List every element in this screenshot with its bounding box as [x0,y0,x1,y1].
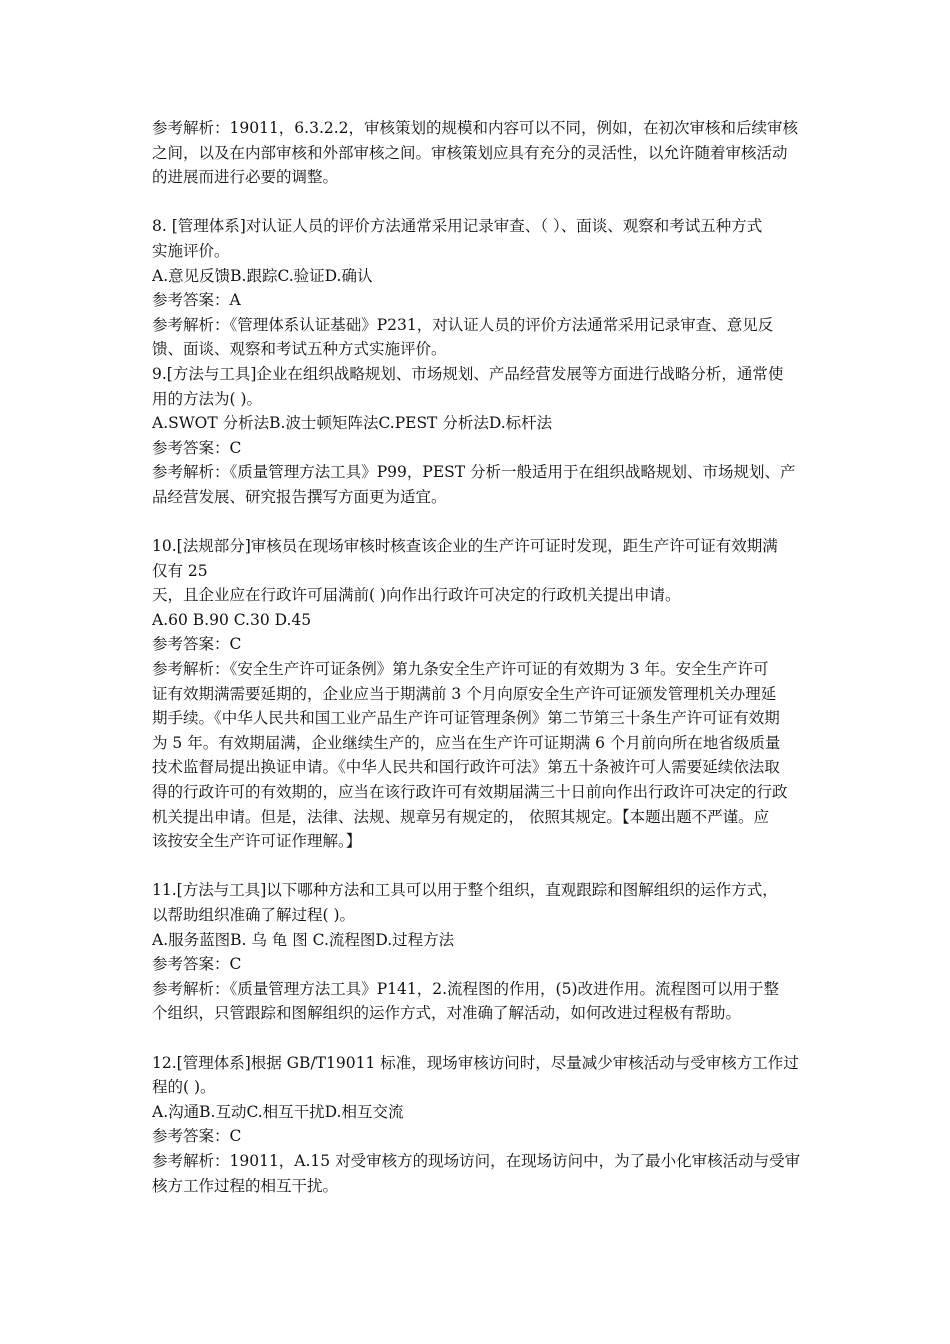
question-block [152,1051,812,1199]
text-line: A.沟通B.互动C.相互干扰D.相互交流 [152,1102,404,1121]
text-line: 12.[管理体系]根据 GB/T19011 标准，现场审核访问时，尽量减少审核活动与受审核方工作过 [152,1053,799,1072]
text-line: 参考解析：《管理体系认证基础》P231，对认证人员的评价方法通常采用记录审查、意见反 [152,315,774,334]
paragraph-gap [152,510,812,535]
text-line: 核方工作过程的相互干扰。 [152,1176,339,1195]
text-line: 的进展而进行必要的调整。 [152,168,339,187]
text-line: 个组织，只管跟踪和图解组织的运作方式，对准确了解活动，如何改进过程极有帮助。 [152,1004,742,1023]
text-line: 得的行政许可的有效期的，应当在该行政许可有效期届满三十日前向作出行政许可决定的行政 [152,783,788,802]
text-line: 11.[方法与工具]以下哪种方法和工具可以用于整个组织，直观跟踪和图解组织的运作方式， [152,881,778,900]
text-line: A.意见反馈B.跟踪C.验证D.确认 [152,266,373,285]
text-line: 参考解析：19011，A.15 对受审核方的现场访问，在现场访问中，为了最小化审核活动与受审 [152,1151,801,1170]
text-line: 9.[方法与工具]企业在组织战略规划、市场规划、产品经营发展等方面进行战略分析，通常使 [152,364,784,383]
question-block [152,534,812,854]
text-line: 参考答案：C [152,438,242,457]
paragraph-gap [152,854,812,879]
text-line: 参考答案：C [152,635,242,654]
text-line: A.60 B.90 C.30 D.45 [152,610,312,629]
text-line: 参考答案：C [152,1127,242,1146]
text-line: 天，且企业应在行政许可届满前( )向作出行政许可决定的行政机关提出申请。 [152,586,681,605]
question-block [152,214,812,509]
text-line: 参考解析：《安全生产许可证条例》第九条安全生产许可证的有效期为 3 年。安全生产许可 [152,660,769,679]
text-line: 参考答案：A [152,291,241,310]
text-line: 参考解析：19011，6.3.2.2，审核策划的规模和内容可以不同，例如，在初次审核和后续审核 [152,119,799,137]
text-line: 机关提出申请。但是，法律、法规、规章另有规定的， 依照其规定。【本题出题不严谨。应 [152,807,770,826]
text-line: 参考解析：《质量管理方法工具》P141，2.流程图的作用，(5)改进作用。流程图可以用于整 [152,979,780,998]
text-line: 期手续。《中华人民共和国工业产品生产许可证管理条例》第二节第三十条生产许可证有效期 [152,709,780,728]
text-line: 证有效期满需要延期的，企业应当于期满前 3 个月向原安全生产许可证颁发管理机关办理延 [152,684,777,703]
text-line: 10.[法规部分]审核员在现场审核时核查该企业的生产许可证时发现，距生产许可证有效期满 [152,537,778,556]
paragraph-gap [152,190,812,215]
text-line: 以帮助组织准确了解过程( )。 [152,906,356,924]
text-line: A.SWOT 分析法B.波士顿矩阵法C.PEST 分析法D.标杆法 [152,414,553,433]
text-line: 用的方法为( )。 [152,389,263,408]
text-line: 实施评价。 [152,241,230,260]
document-page [152,116,812,1198]
paragraph-gap [152,1026,812,1051]
question-block [152,878,812,1026]
text-line: 技术监督局提出换证申请。《中华人民共和国行政许可法》第五十条被许可人需要延续依法取 [152,758,780,777]
text-line: 品经营发展、研究报告撰写方面更为适宜。 [152,487,447,506]
text-line: 该按安全生产许可证作理解。】 [152,832,362,851]
text-line: 程的( )。 [152,1078,216,1097]
text-line: 8. [管理体系]对认证人员的评价方法通常采用记录审查、（ ）、面谈、观察和考试五种方式 [152,217,763,236]
text-line: 参考解析：《质量管理方法工具》P99，PEST 分析一般适用于在组织战略规划、市场规划、产 [152,463,796,482]
text-line: 参考答案：C [152,955,242,974]
text-line: A.服务蓝图B. 乌 龟 图 C.流程图D.过程方法 [152,930,455,949]
question-block [152,116,812,190]
text-line: 仅有 25 [152,561,208,580]
text-line: 馈、面谈、观察和考试五种方式实施评价。 [152,340,447,359]
text-line: 为 5 年。有效期届满，企业继续生产的，应当在生产许可证期满 6 个月前向所在地省级质量 [152,733,781,752]
text-line: 之间，以及在内部审核和外部审核之间。审核策划应具有充分的灵活性，以允许随着审核活动 [152,143,788,162]
